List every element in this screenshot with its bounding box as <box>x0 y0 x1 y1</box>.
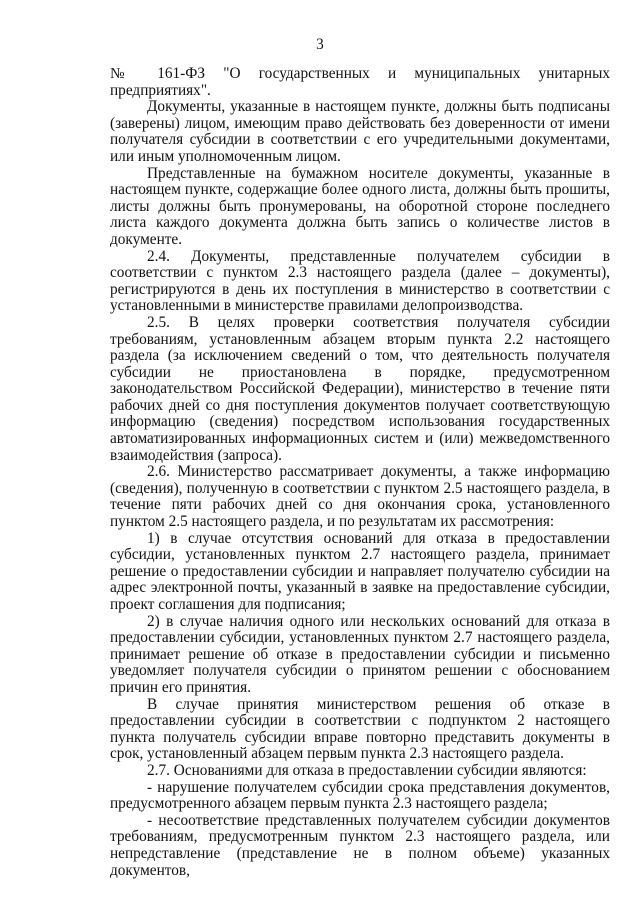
paragraph: 2.5. В целях проверки соответствия получателя субсидии требованиям, установленным абзацем вторым пункта 2.2 настоящего раздела (за исключением сведений о том, что деятельность получателя субсидии не приостановлена в порядке, предусмотренном законодательством Российской Федерации), министерство в течение пяти рабочих дней со дня поступления документов получает соответствующую информацию (сведения) посредством использования государственных автоматизированных информационных систем и (или) межведомственного взаимодействия (запроса). <box>110 313 610 464</box>
list-item: - несоответствие представленных получателем субсидии документов требованиям, предусмотренным пунктом 2.3 настоящего раздела, или непредставление (представление не в полном объеме) указанных документов, <box>110 811 610 879</box>
page-number: 3 <box>316 36 324 53</box>
paragraph: В случае принятия министерством решения об отказе в предоставлении субсидии в соответствии с подпунктом 2 настоящего пункта получатель субсидии вправе повторно представить документы в срок, установленный абзацем первым пункта 2.3 настоящего раздела. <box>110 695 610 763</box>
paragraph: 2.7. Основаниями для отказа в предоставлении субсидии являются: <box>147 761 587 779</box>
list-item: 2) в случае наличия одного или нескольких оснований для отказа в предоставлении субсидии, установленных пунктом 2.7 настоящего раздела, принимает решение об отказе в предоставлении субсидии и письменно уведомляет получателя субсидии о принятом решении с обоснованием причин его принятия. <box>110 612 610 696</box>
paragraph: Представленные на бумажном носителе документы, указанные в настоящем пункте, содержащие более одного листа, должны быть прошиты, листы должны быть пронумерованы, на оборотной стороне последнего листа каждого документа должна быть запись о количестве листов в документе. <box>110 164 610 248</box>
list-item: - нарушение получателем субсидии срока представления документов, предусмотренного абзацем первым пункта 2.3 настоящего раздела; <box>110 778 610 813</box>
paragraph: № 161-ФЗ "О государственных и муниципальных унитарных предприятиях". <box>110 65 610 99</box>
document-body <box>110 66 610 879</box>
paragraph: Документы, указанные в настоящем пункте, должны быть подписаны (заверены) лицом, имеющим право действовать без доверенности от имени получателя субсидии в соответствии с его учредительными документами, или иным уполномоченным лицом. <box>110 98 610 165</box>
paragraph: 2.6. Министерство рассматривает документы, а также информацию (сведения), полученную в соответствии с пунктом 2.5 настоящего раздела, в течение пяти рабочих дней со дня окончания срока, установленного пунктом 2.5 настоящего раздела, и по результатам их рассмотрения: <box>110 463 610 531</box>
list-item: 1) в случае отсутствия оснований для отказа в предоставлении субсидии, установленных пунктом 2.7 настоящего раздела, принимает решение о предоставлении субсидии и направляет получателю субсидии на адрес электронной почты, указанный в заявке на предоставление субсидии, проект соглашения для подписания; <box>110 529 610 613</box>
paragraph: 2.4. Документы, представленные получателем субсидии в соответствии с пунктом 2.3 настоящего раздела (далее – документы), регистрируются в день их поступления в министерство в соответствии с установленными в министерстве правилами делопроизводства. <box>110 247 610 315</box>
